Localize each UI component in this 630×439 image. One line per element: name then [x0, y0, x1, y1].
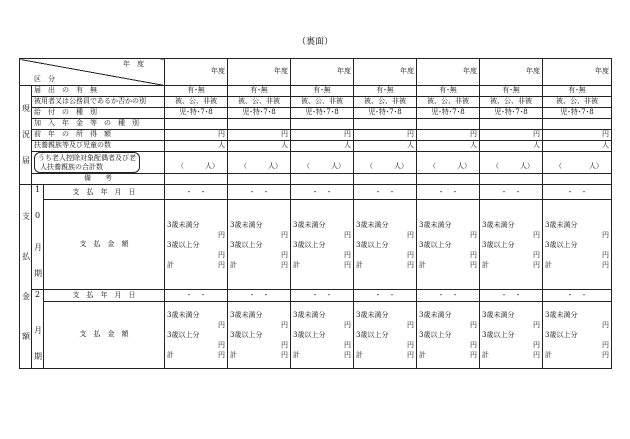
- todoke-cell: 有･無: [417, 86, 480, 97]
- amount-label-1: 支 払 金 額: [44, 200, 165, 290]
- amount-cell: 3歳未満分 円 3歳以上分 円 計 円: [543, 302, 612, 369]
- row-label-hiyosha: 被用者又は公務員であるか否かの別: [32, 97, 165, 108]
- kanyu-cell: [543, 119, 612, 130]
- hiyosha-cell: 被、公、非被: [480, 97, 543, 108]
- genkyo-section-label: 現 況 届: [20, 86, 32, 185]
- row-label-kanyu: 加 入 年 金 等 の 種 別: [32, 119, 165, 130]
- kubun-label: 区 分: [34, 74, 55, 83]
- hiyosha-cell: 被、公、非被: [354, 97, 417, 108]
- year-col-5: 年度: [417, 59, 480, 86]
- todoke-cell: 有･無: [291, 86, 354, 97]
- amount-cell: 3歳未満分 円 3歳以上分 円 計 円: [354, 302, 417, 369]
- todoke-cell: 有･無: [543, 86, 612, 97]
- year-col-1: 年度: [165, 59, 228, 86]
- kanyu-cell: [165, 119, 228, 130]
- amount-cell: 3歳未満分 円 3歳以上分 円 計 円: [480, 200, 543, 290]
- todoke-cell: 有･無: [165, 86, 228, 97]
- form-table: [19, 58, 612, 369]
- date-cell: ・ ・: [417, 185, 480, 200]
- rojin-cell: （ 人）: [417, 152, 480, 174]
- kanyu-cell: [480, 119, 543, 130]
- kanyu-cell: [354, 119, 417, 130]
- date-cell: ・ ・: [228, 290, 291, 302]
- period-1-label: 1 0 月 期: [32, 185, 44, 290]
- date-cell: ・ ・: [543, 290, 612, 302]
- amount-cell: 3歳未満分 円 3歳以上分 円 計 円: [228, 302, 291, 369]
- shotoku-cell: 円: [165, 130, 228, 141]
- biko-cell: [354, 174, 417, 185]
- fuyo-cell: 人: [291, 141, 354, 152]
- row-label-rojin: [32, 152, 165, 174]
- rojin-cell: （ 人）: [543, 152, 612, 174]
- year-col-2: 年度: [228, 59, 291, 86]
- date-cell: ・ ・: [354, 185, 417, 200]
- hiyosha-cell: 被、公、非被: [291, 97, 354, 108]
- amount-cell: 3歳未満分 円 3歳以上分 円 計 円: [354, 200, 417, 290]
- row-label-biko: 備 考: [32, 174, 165, 185]
- date-cell: ・ ・: [291, 290, 354, 302]
- date-cell: ・ ・: [480, 185, 543, 200]
- todoke-cell: 有･無: [228, 86, 291, 97]
- amount-cell: 3歳未満分 円 3歳以上分 円 計 円: [228, 200, 291, 290]
- todoke-cell: 有･無: [480, 86, 543, 97]
- amount-label-2: 支 払 金 額: [44, 302, 165, 369]
- fuyo-cell: 人: [543, 141, 612, 152]
- amount-cell: 3歳未満分 円 3歳以上分 円 計 円: [543, 200, 612, 290]
- fuyo-cell: 人: [165, 141, 228, 152]
- hiyosha-cell: 被、公、非被: [543, 97, 612, 108]
- kanyu-cell: [228, 119, 291, 130]
- nendo-label: 年 度: [123, 60, 145, 68]
- rojin-cell: （ 人）: [228, 152, 291, 174]
- rojin-cell: （ 人）: [291, 152, 354, 174]
- kyufu-cell: 児･特･7･8: [165, 108, 228, 119]
- year-col-6: 年度: [480, 59, 543, 86]
- biko-cell: [165, 174, 228, 185]
- kyufu-cell: 児･特･7･8: [354, 108, 417, 119]
- shiharai-section-label: 支 払 金 額: [20, 185, 32, 369]
- date-cell: ・ ・: [291, 185, 354, 200]
- date-label-2: 支 払 年 月 日: [44, 290, 165, 302]
- kanyu-cell: [417, 119, 480, 130]
- amount-cell: 3歳未満分 円 3歳以上分 円 計 円: [291, 200, 354, 290]
- rojin-bracket: うち老人控除対象配偶者及び老 人扶養親族の合計数: [34, 152, 140, 172]
- biko-cell: [228, 174, 291, 185]
- fuyo-cell: 人: [480, 141, 543, 152]
- date-label-1: 支 払 年 月 日: [44, 185, 165, 200]
- amount-cell: 3歳未満分 円 3歳以上分 円 計 円: [417, 200, 480, 290]
- hiyosha-cell: 被、公、非被: [165, 97, 228, 108]
- date-cell: ・ ・: [228, 185, 291, 200]
- todoke-cell: 有･無: [354, 86, 417, 97]
- hiyosha-cell: 被、公、非被: [417, 97, 480, 108]
- amount-cell: 3歳未満分 円 3歳以上分 円 計 円: [291, 302, 354, 369]
- year-col-4: 年度: [354, 59, 417, 86]
- shotoku-cell: 円: [354, 130, 417, 141]
- header-corner: [20, 59, 165, 86]
- shotoku-cell: 円: [543, 130, 612, 141]
- amount-cell: 3歳未満分 円 3歳以上分 円 計 円: [165, 302, 228, 369]
- row-label-fuyo: 扶養親族等及び児童の数: [32, 141, 165, 152]
- amount-cell: 3歳未満分 円 3歳以上分 円 計 円: [417, 302, 480, 369]
- shotoku-cell: 円: [480, 130, 543, 141]
- row-label-todoke: 届 出 の 有 無: [32, 86, 165, 97]
- date-cell: ・ ・: [354, 290, 417, 302]
- fuyo-cell: 人: [417, 141, 480, 152]
- shotoku-cell: 円: [228, 130, 291, 141]
- amount-cell: 3歳未満分 円 3歳以上分 円 計 円: [165, 200, 228, 290]
- date-cell: ・ ・: [480, 290, 543, 302]
- kyufu-cell: 児･特･7･8: [291, 108, 354, 119]
- biko-cell: [480, 174, 543, 185]
- date-cell: ・ ・: [543, 185, 612, 200]
- biko-cell: [291, 174, 354, 185]
- header-row: [20, 59, 612, 86]
- biko-cell: [543, 174, 612, 185]
- date-cell: ・ ・: [165, 290, 228, 302]
- kyufu-cell: 児･特･7･8: [543, 108, 612, 119]
- row-label-kyufu: 給 付 の 種 別: [32, 108, 165, 119]
- kyufu-cell: 児･特･7･8: [417, 108, 480, 119]
- amount-cell: 3歳未満分 円 3歳以上分 円 計 円: [480, 302, 543, 369]
- rojin-cell: （ 人）: [480, 152, 543, 174]
- kyufu-cell: 児･特･7･8: [228, 108, 291, 119]
- shotoku-cell: 円: [417, 130, 480, 141]
- rojin-cell: （ 人）: [165, 152, 228, 174]
- fuyo-cell: 人: [228, 141, 291, 152]
- shotoku-cell: 円: [291, 130, 354, 141]
- date-cell: ・ ・: [417, 290, 480, 302]
- page-caption: （裏面）: [296, 37, 333, 47]
- row-label-shotoku: 前 年 の 所 得 額: [32, 130, 165, 141]
- biko-cell: [417, 174, 480, 185]
- hiyosha-cell: 被、公、非被: [228, 97, 291, 108]
- kyufu-cell: 児･特･7･8: [480, 108, 543, 119]
- year-col-7: 年度: [543, 59, 612, 86]
- kanyu-cell: [291, 119, 354, 130]
- rojin-cell: （ 人）: [354, 152, 417, 174]
- fuyo-cell: 人: [354, 141, 417, 152]
- date-cell: ・ ・: [165, 185, 228, 200]
- period-2-label: 2 月 期: [32, 290, 44, 369]
- year-col-3: 年度: [291, 59, 354, 86]
